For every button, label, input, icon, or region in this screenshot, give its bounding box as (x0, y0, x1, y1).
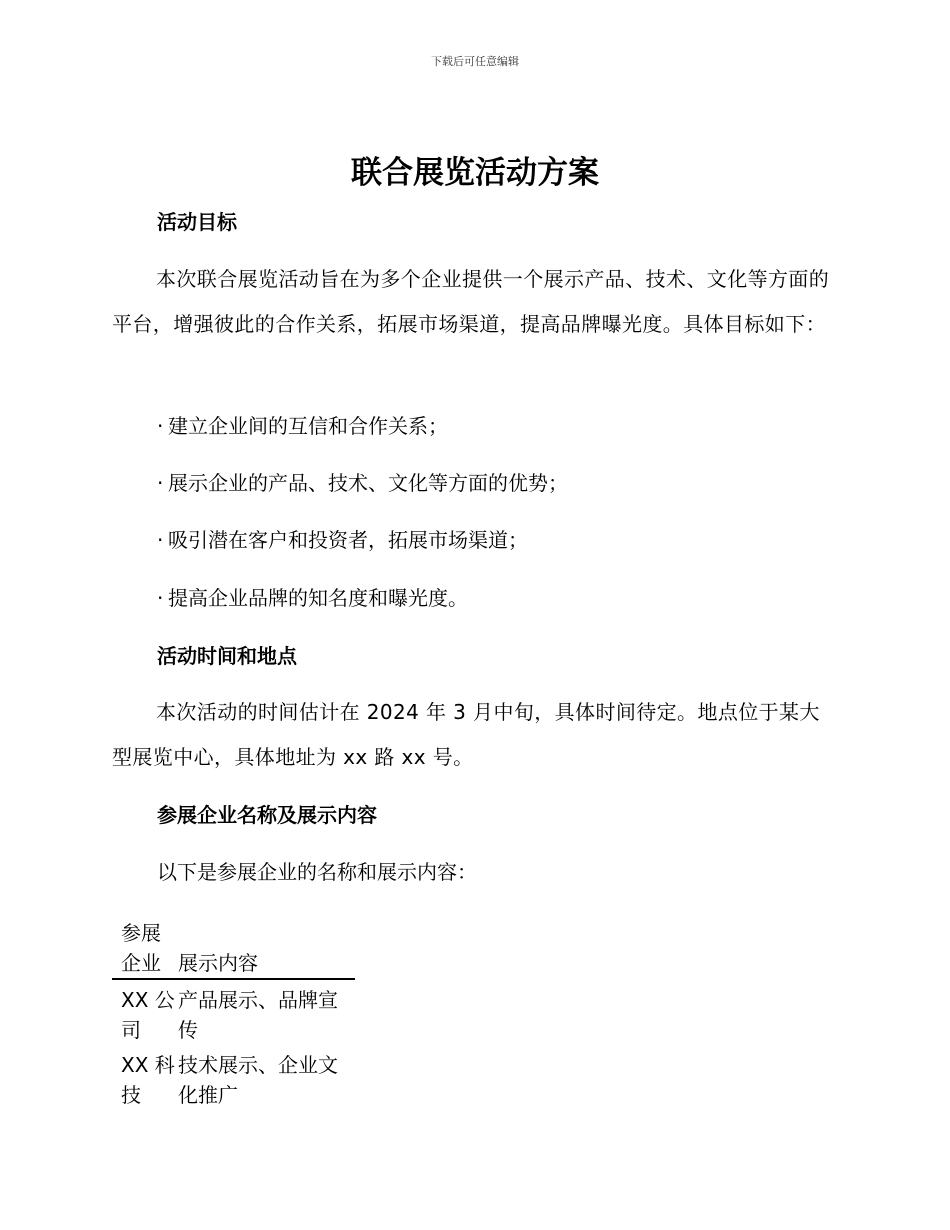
table-cell-company: XX 公司 (121, 988, 175, 1042)
table-cell-company: XX 科技 (121, 1053, 175, 1107)
table-cell-content: 技术展示、企业文化推广 (178, 1053, 338, 1107)
goals-intro-paragraph: 本次联合展览活动旨在为多个企业提供一个展示产品、技术、文化等方面的平台，增强彼此的合作关系，拓展市场渠道，提高品牌曝光度。具体目标如下： (112, 267, 830, 336)
bullet-text: 吸引潜在客户和投资者，拓展市场渠道； (168, 528, 528, 552)
section-heading-time-place: 活动时间和地点 (157, 644, 297, 668)
document-title: 联合展览活动方案 (351, 155, 599, 191)
bullet-marker: · (157, 528, 164, 552)
goals-bullet-item (157, 411, 448, 441)
bullet-text: 提高企业品牌的知名度和曝光度。 (168, 586, 468, 610)
goals-bullet-item (157, 525, 528, 555)
bullet-text: 展示企业的产品、技术、文化等方面的优势； (168, 471, 568, 495)
bullet-text: 建立企业间的互信和合作关系； (168, 414, 448, 438)
table-header-row (112, 917, 355, 980)
table-cell-content: 产品展示、品牌宣传 (178, 988, 338, 1042)
bullet-marker: · (157, 586, 164, 610)
table-row (112, 1050, 355, 1110)
bullet-marker: · (157, 471, 164, 495)
header-note: 下载后可任意编辑 (431, 55, 519, 68)
section-heading-goals: 活动目标 (157, 210, 237, 234)
exhibitors-intro-paragraph: 以下是参展企业的名称和展示内容： (157, 860, 477, 884)
section-heading-exhibitors: 参展企业名称及展示内容 (157, 803, 377, 827)
table-header-cell: 参展企业 (121, 921, 161, 975)
goals-bullet-item (157, 583, 468, 613)
time-place-paragraph: 本次活动的时间估计在 2024 年 3 月中旬，具体时间待定。地点位于某大型展览中心，具体地址为 xx 路 xx 号。 (112, 700, 820, 769)
exhibitors-table (112, 917, 355, 1110)
table-header-cell: 展示内容 (178, 951, 258, 975)
bullet-marker: · (157, 414, 164, 438)
table-row (112, 985, 355, 1045)
goals-bullet-item (157, 468, 568, 498)
